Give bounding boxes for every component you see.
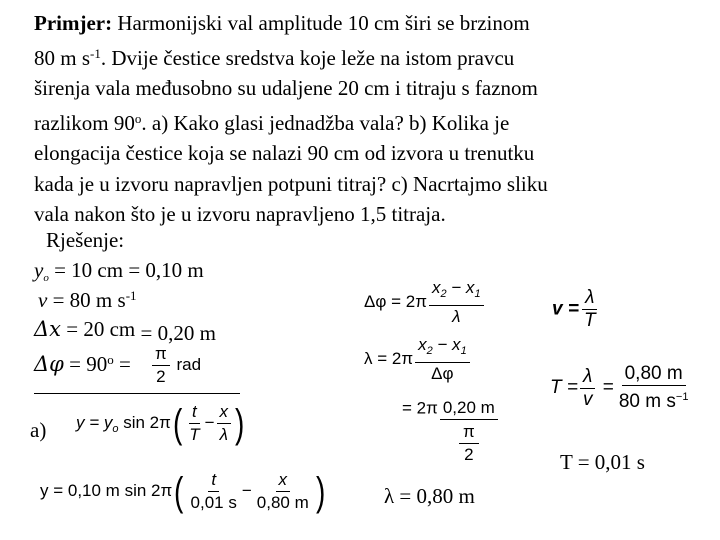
problem-statement: [34, 8, 674, 230]
given-amplitude: $y_o = 10$ cm = 0,10 m: [34, 258, 204, 284]
problem-label: Primjer:: [34, 11, 113, 35]
problem-line-4: razlikom 90$^o$. a) Kako glasi jednadžba vala? b) Kolika je: [34, 110, 510, 135]
wavelength-substitution: = 2π 0,20 m π 2: [402, 398, 500, 466]
period-formula: T = $\frac{\lambda}{v}$ = $\frac{0,80 m}{80 m s^{-1}}$: [550, 363, 689, 412]
wave-equation-numeric: y = 0,10 m sin 2π( $\frac{t}{0,01 s}$ − $\frac{x}{0,80 m}$ ): [40, 469, 326, 514]
period-result: T = 0,01 s: [560, 450, 645, 474]
given-speed: v = 80 m $s^{-1}$: [38, 288, 137, 312]
given-phase-difference: $\Delta\varphi = 90^o$ =: [34, 352, 131, 376]
phase-fraction: $\frac{\pi}{2}$ rad: [150, 344, 201, 387]
speed-formula: v = $\frac{\lambda}{T}$: [552, 287, 596, 331]
solution-heading: Rješenje:: [46, 228, 125, 252]
phase-formula: Δφ = 2π $\frac{x_2 - x_1}{\lambda}$: [364, 278, 486, 327]
given-distance: Δx = 20 cm = 0,20 m: [34, 317, 216, 345]
problem-line-5: elongacija čestice koja se nalazi 90 cm od izvora u trenutku: [34, 141, 535, 165]
problem-line-2: 80 m $s^{-1}$. Dvije čestice sredstva koje leže na istom pravcu: [34, 45, 515, 70]
wave-equation-general: $y = y_o$ sin 2π( $\frac{t}{T}$ − $\frac{x}{\lambda}$ ): [76, 401, 245, 446]
problem-line-1: Primjer: Harmonijski val amplitude 10 cm širi se brzinom: [34, 11, 530, 35]
wavelength-result: λ = 0,80 m: [384, 484, 475, 508]
problem-line-7: vala nakon što je u izvoru napravljeno 1,5 titraja.: [34, 202, 446, 226]
problem-line-6: kada je u izvoru napravljen potpuni titraj? c) Nacrtajmo sliku: [34, 171, 548, 196]
part-a-label: a): [30, 418, 47, 442]
divider-line: [34, 393, 240, 394]
problem-line-3: širenja vala međusobno su udaljene 20 cm i titraju s faznom: [34, 76, 538, 100]
wavelength-formula: λ = 2π $\frac{x_2 - x_1}{\Delta\varphi}$: [364, 335, 472, 384]
